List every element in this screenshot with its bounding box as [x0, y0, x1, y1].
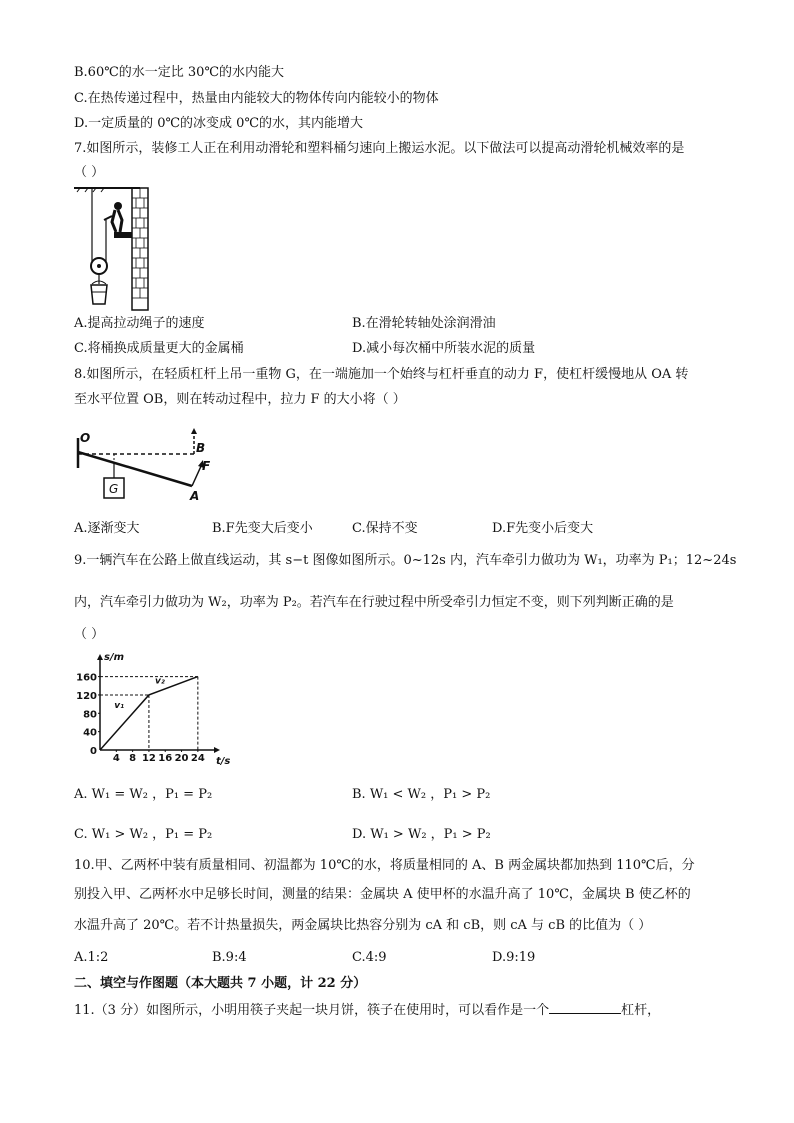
- q8-label-a: A: [190, 489, 200, 503]
- q10-option-a: A.1:2: [74, 950, 109, 965]
- q11-text-after: 杠杆，: [621, 1003, 661, 1018]
- q8-stem-line2: 至水平位置 OB，则在转动过程中，拉力 F 的大小将（ ）: [74, 392, 406, 407]
- y-tick-label: 40: [83, 727, 97, 739]
- q7-option-a: A.提高拉动绳子的速度: [74, 316, 205, 331]
- y-axis-arrow: [97, 654, 103, 660]
- q9-st-chart: [74, 648, 231, 768]
- y-tick-label: 160: [76, 672, 97, 684]
- annotation-v1: v₁: [114, 700, 125, 711]
- q9-option-a: A. W₁ = W₂ ，P₁ = P₂: [74, 787, 213, 802]
- st-series-line: [100, 677, 198, 750]
- q9-answer-paren: （ ）: [74, 627, 105, 642]
- x-tick-label: 16: [158, 753, 173, 764]
- q6-option-b: B.60℃的水一定比 30℃的水内能大: [74, 65, 284, 80]
- x-axis-label: t/s: [216, 756, 231, 767]
- y-tick-label: 80: [83, 709, 97, 721]
- q9-stem-line2: 内，汽车牵引力做功为 W₂，功率为 P₂。若汽车在行驶过程中所受牵引力恒定不变，则下列判断正确的是: [74, 595, 674, 610]
- x-tick-label: 12: [141, 753, 156, 764]
- q10-line3: 水温升高了 20℃。若不计热量损失，两金属块比热容分别为 cA 和 cB，则 cA 与 cB 的比值为（ ）: [74, 918, 652, 933]
- q8-label-g: G: [109, 482, 119, 496]
- q7-option-c: C.将桶换成质量更大的金属桶: [74, 341, 244, 356]
- q7-stem: 7.如图所示，装修工人正在利用动滑轮和塑料桶匀速向上搬运水泥。以下做法可以提高动滑轮机械效率的是: [74, 141, 685, 156]
- q8-option-d: D.F先变小后变大: [492, 521, 594, 536]
- q8-option-a: A.逐渐变大: [74, 521, 140, 536]
- q7-option-b: B.在滑轮转轴处涂润滑油: [352, 316, 496, 331]
- section-2-title: 二、填空与作图题（本大题共 7 小题，计 22 分）: [74, 976, 367, 991]
- q10-option-b: B.9:4: [212, 950, 247, 965]
- q9-option-b: B. W₁ < W₂ ，P₁ > P₂: [352, 787, 491, 802]
- q7-pulley-figure: [74, 186, 154, 314]
- q7-answer-paren: （ ）: [74, 165, 105, 180]
- q7-option-d: D.减小每次桶中所装水泥的质量: [352, 341, 536, 356]
- q8-option-c: C.保持不变: [352, 521, 418, 536]
- q8-stem-line1: 8.如图所示，在轻质杠杆上吊一重物 G，在一端施加一个始终与杠杆垂直的动力 F，使杠杆缓慢地从 OA 转: [74, 367, 689, 382]
- x-tick-label: 24: [190, 753, 205, 764]
- q9-option-c: C. W₁ > W₂ ，P₁ = P₂: [74, 827, 213, 842]
- q11-text-before: 11.（3 分）如图所示，小明用筷子夹起一块月饼，筷子在使用时，可以看作是一个: [74, 1003, 550, 1018]
- q8-option-b: B.F先变大后变小: [212, 521, 313, 536]
- q11-stem: [74, 1000, 660, 1020]
- x-tick-label: 20: [174, 753, 189, 764]
- q8-label-b: B: [196, 441, 206, 455]
- x-tick-label: 8: [129, 753, 137, 764]
- q9-stem-line1: 9.一辆汽车在公路上做直线运动，其 s−t 图像如图所示。0~12s 内，汽车牵引力做功为 W₁，功率为 P₁；12~24s: [74, 553, 737, 568]
- y-axis-label: s/m: [104, 652, 125, 663]
- q10-line2: 别投入甲、乙两杯水中足够长时间，测量的结果：金属块 A 使甲杯的水温升高了 10℃，金属块 B 使乙杯的: [74, 887, 691, 902]
- q6-option-d: D.一定质量的 0℃的冰变成 0℃的水，其内能增大: [74, 116, 363, 131]
- x-axis-arrow: [214, 747, 220, 753]
- q8-lever-figure: [74, 428, 224, 508]
- y-tick-label: 0: [90, 746, 97, 757]
- q9-option-d: D. W₁ > W₂ ，P₁ > P₂: [352, 827, 491, 842]
- q10-line1: 10.甲、乙两杯中装有质量相同、初温都为 10℃的水，将质量相同的 A、B 两金属块都加热到 110℃后，分: [74, 858, 695, 873]
- q8-label-o: O: [80, 431, 91, 445]
- annotation-v2: v₂: [155, 676, 165, 687]
- q8-label-f: F: [202, 459, 211, 473]
- q10-option-c: C.4:9: [352, 950, 387, 965]
- q10-option-d: D.9:19: [492, 950, 536, 965]
- y-tick-label: 120: [76, 690, 97, 702]
- q6-option-c: C.在热传递过程中，热量由内能较大的物体传向内能较小的物体: [74, 91, 439, 106]
- x-tick-label: 4: [112, 753, 120, 764]
- q11-answer-blank: [549, 1000, 621, 1014]
